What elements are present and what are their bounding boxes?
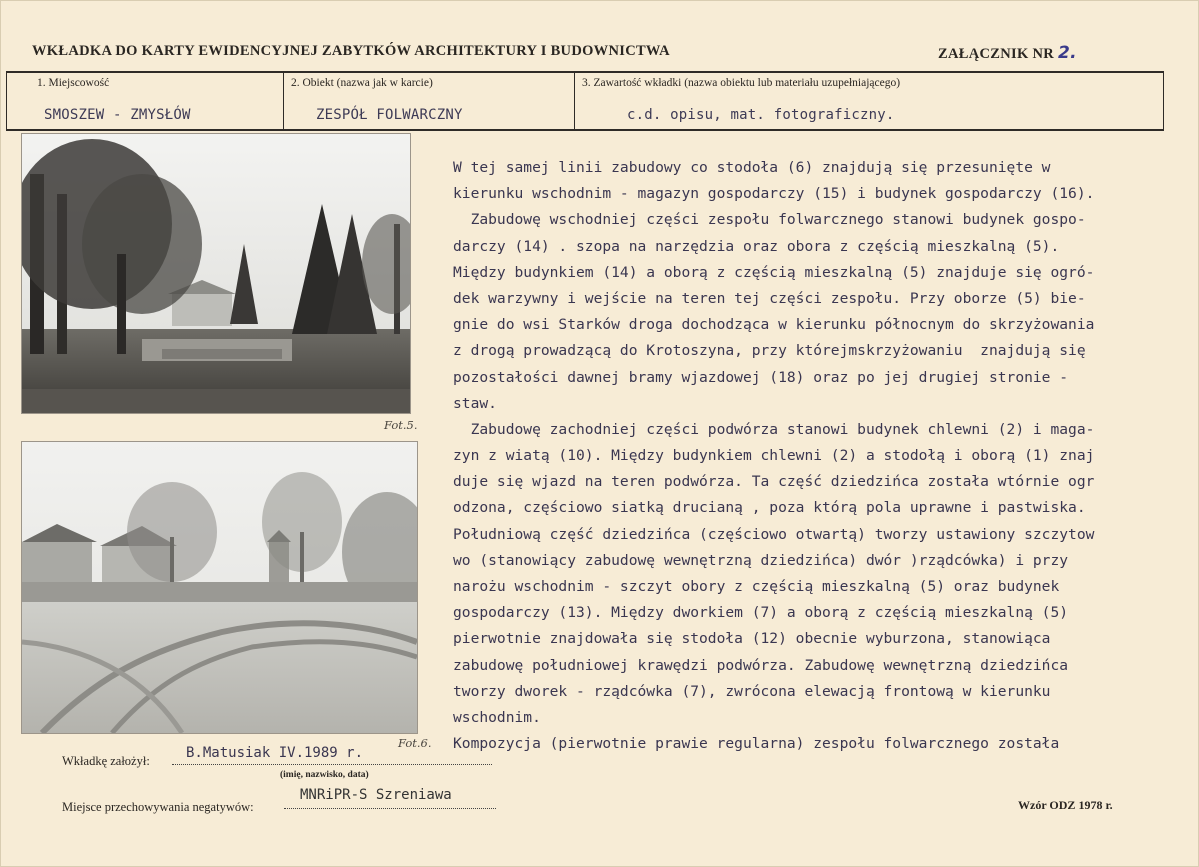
photo-fot-6-caption: Fot.6. xyxy=(398,736,432,750)
photo-fot-6 xyxy=(21,441,418,734)
divider-2 xyxy=(574,71,575,131)
description-line: Zabudowę zachodniej części podwórza stanowi budynek chlewni (2) i maga- xyxy=(453,420,1095,438)
description-line: kierunku wschodnim - magazyn gospodarczy (15) i budynek gospodarczy (16). xyxy=(453,185,1095,203)
founded-caption: (imię, nazwisko, data) xyxy=(280,770,369,780)
negatives-label: Miejsce przechowywania negatywów: xyxy=(62,800,254,814)
header-rule-top xyxy=(6,71,1164,73)
contents-label: 3. Zawartość wkładki (nazwa obiektu lub materiału uzupełniającego) xyxy=(582,77,901,89)
photo-fot-5 xyxy=(21,133,411,414)
header-rule-bottom xyxy=(6,129,1164,131)
attachment-number xyxy=(938,43,1077,63)
description-line: Między budynkiem (14) a oborą z częścią mieszkalną (5) znajduje się ogró- xyxy=(453,263,1095,281)
description-text xyxy=(453,155,1189,757)
negatives-value: MNRiPR-S Szreniawa xyxy=(300,787,452,803)
founded-value: B.Matusiak IV.1989 r. xyxy=(186,745,364,761)
description-line: Kompozycja (pierwotnie prawie regularna) zespołu folwarcznego została xyxy=(453,735,1060,753)
description-line: z drogą prowadzącą do Krotoszyna, przy którejmskrzyżowaniu znajdują się xyxy=(453,342,1086,360)
locality-label: 1. Miejscowość xyxy=(37,77,110,89)
description-line: narożu wschodnim - szczyt obory z częścią mieszkalną (5) oraz budynek xyxy=(453,578,1060,595)
founded-label: Wkładkę założył: xyxy=(62,754,150,768)
description-line: gnie do wsi Starków droga dochodząca w kierunku północnym do skrzyżowania xyxy=(453,316,1095,334)
description-line: dek warzywny i wejście na teren tej części zespołu. Przy oborze (5) bie- xyxy=(453,289,1086,307)
description-line: Zabudowę wschodniej części zespołu folwarcznego stanowi budynek gospo- xyxy=(453,211,1086,229)
description-line: gospodarczy (13). Między dworkiem (7) a oborą z częścią mieszkalną (5) xyxy=(453,604,1069,622)
negatives-dotted-line xyxy=(284,808,496,809)
description-line: Południową część dziedzińca (częściowo otwartą) tworzy ustawiony szczytow xyxy=(453,525,1095,543)
object-value: ZESPÓŁ FOLWARCZNY xyxy=(316,107,463,123)
description-line: wschodnim. xyxy=(453,708,541,726)
divider-right xyxy=(1163,71,1164,131)
divider-left xyxy=(6,71,7,131)
card-title: WKŁADKA DO KARTY EWIDENCYJNEJ ZABYTKÓW ARCHITEKTURY I BUDOWNICTWA xyxy=(32,43,670,59)
founded-dotted-line xyxy=(172,764,492,765)
photo-fot-5-caption: Fot.5. xyxy=(384,418,418,432)
photo-fot-5-image xyxy=(22,134,410,413)
contents-value: c.d. opisu, mat. fotograficzny. xyxy=(627,107,895,123)
description-line: wo (stanowiący zabudowę wewnętrzną dziedzińca) dwór )rządcówka) i przy xyxy=(453,551,1069,569)
form-model-label: Wzór ODZ 1978 r. xyxy=(1018,798,1113,812)
description-line: zyn z wiatą (10). Między budynkiem chlewni (2) a stodołą i oborą (1) znaj xyxy=(453,447,1095,465)
description-line: pozostałości dawnej bramy wjazdowej (18) oraz po jej drugiej stronie - xyxy=(453,368,1069,386)
attachment-number-value: 2. xyxy=(1058,43,1077,63)
description-line: odzona, częściowo siatką drucianą , poza którą pola uprawne i pastwiska. xyxy=(453,499,1086,517)
object-label: 2. Obiekt (nazwa jak w karcie) xyxy=(291,77,433,89)
description-line: darczy (14) . szopa na narzędzia oraz obora z częścią mieszkalną (5). xyxy=(453,237,1060,255)
divider-1 xyxy=(283,71,284,131)
description-line: W tej samej linii zabudowy co stodoła (6) znajdują się przesunięte w xyxy=(453,159,1051,176)
locality-value: SMOSZEW - ZMYSŁÓW xyxy=(44,107,191,123)
photo-fot-6-image xyxy=(22,442,417,733)
attachment-label: ZAŁĄCZNIK NR xyxy=(938,46,1054,62)
description-line: staw. xyxy=(453,394,497,412)
description-line: duje się wjazd na teren podwórza. Ta część dziedzińca została wtórnie ogr xyxy=(453,473,1095,491)
description-line: zabudowę południowej krawędzi podwórza. Zabudowę wewnętrzną dziedzińca xyxy=(453,656,1069,674)
description-line: tworzy dworek - rządcówka (7), zwrócona elewacją frontową w kierunku xyxy=(453,682,1051,700)
description-line: pierwotnie znajdowała się stodoła (12) obecnie wyburzona, stanowiąca xyxy=(453,630,1051,648)
